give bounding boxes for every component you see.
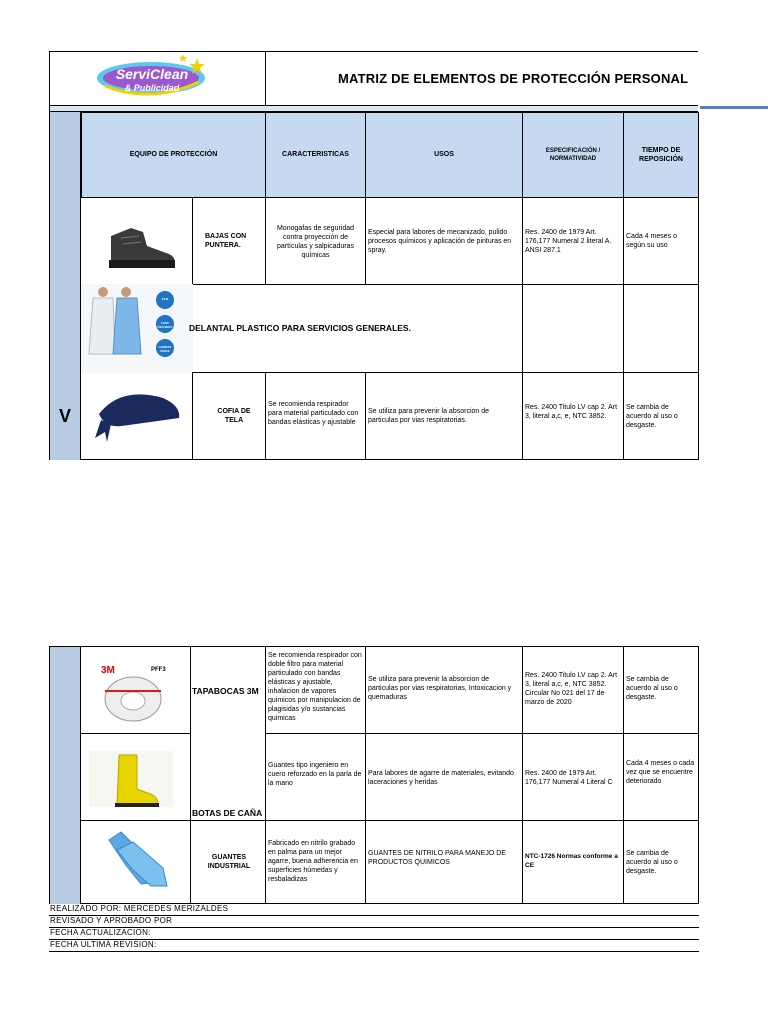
footer-realizado: REALIZADO POR: MERCEDES MERIZALDES — [49, 904, 699, 916]
row-tiempo: Cada 4 meses o según su uso — [623, 197, 699, 285]
row-caracteristicas: Monogafas de seguridad contra proyección de partículas y salpicaduras químicas — [265, 197, 366, 285]
title-cell — [265, 51, 698, 106]
row-usos: Especial para labores de mecanizado, pulido procesos químicos y aplicación de pinturas en spray. — [365, 197, 523, 285]
col-header-tiempo: TIEMPO DE REPOSICIÓN — [623, 112, 699, 198]
footer-revisado: REVISADO Y APROBADO POR — [49, 916, 699, 928]
page-title: MATRIZ DE ELEMENTOS DE PROTECCIÓN PERSONAL — [338, 71, 689, 86]
safety-shoe-icon — [81, 198, 193, 286]
row-usos: Se utiliza para prevenir la absorcion de particulas por vias respiratorias, Intoxicacion y quemaduras — [365, 646, 523, 734]
row-name-cell — [190, 733, 266, 821]
row-usos: Se utiliza para prevenir la absorcion de particulas por vias respiratorias. — [365, 372, 523, 460]
row-image-cell — [81, 372, 193, 460]
row-caracteristicas: Guantes tipo ingeniero en cuero reforzado en la parla de la mano — [265, 733, 366, 821]
side-column-bottom — [49, 646, 81, 904]
row-caracteristicas: Fabricado en nitrilo grabado en palma para un mejor agarre, buena adherencia en superficies húmedas y resbaladizas — [265, 820, 366, 904]
col-header-equipo: EQUIPO DE PROTECCIÓN — [81, 112, 266, 198]
apron-icon — [81, 284, 193, 373]
row-divider — [623, 284, 624, 373]
row-especificacion: Res. 2400 Titulo LV cap 2. Art 3, literal a,c, e, NTC 3852. — [522, 372, 624, 460]
badge-lowest-price: LOWEST PRICE — [158, 345, 172, 353]
model-label: PFF3 — [151, 667, 166, 673]
footer-fecha-ultima-revision: FECHA ULTIMA REVISION: — [49, 940, 699, 952]
side-column — [49, 112, 81, 460]
row-image-cell — [81, 733, 191, 821]
row-divider — [522, 284, 523, 373]
side-letter: V — [58, 405, 71, 426]
row-image-cell — [81, 646, 191, 734]
row-tiempo: Se cambia de acuerdo al uso o desgaste. — [623, 646, 699, 734]
accent-line — [700, 106, 768, 109]
footer — [49, 904, 699, 954]
col-header-especificacion: ESPECIFICACIÓN / NORMATIVIDAD — [522, 112, 624, 198]
row-especificacion: Res. 2400 Titulo LV cap 2. Art 3, literal a,c, e, NTC 3852. Circular No 021 del 17 de marzo de 2020 — [522, 646, 624, 734]
row-especificacion: Res. 2400 de 1979 Art. 176,177 Numeral 4 Literal C — [522, 733, 624, 821]
row-name: GUANTES INDUSTRIAL — [190, 820, 266, 904]
row-caracteristicas: Se recomienda respirador para material particulado con bandas elásticas y ajustable — [265, 372, 366, 460]
row-name: COFIA DE TELA — [192, 372, 266, 460]
row-name: BAJAS CON PUNTERA. — [192, 197, 266, 285]
row-name: BOTAS DE CAÑA — [192, 808, 263, 818]
row-usos: GUANTES DE NITRILO PARA MANEJO DE PRODUCTOS QUIMICOS — [365, 820, 523, 904]
row-usos: Para labores de agarre de materiales, evitando laceraciones y heridas — [365, 733, 523, 821]
col-header-caracteristicas: CARACTERISTICAS — [265, 112, 366, 198]
row-caracteristicas: Se recomienda respirador con doble filtro para material particulado con bandas elásticas y ajustable, inhalacion de vapores quimicos por manipulacion de plagisidas y/o sustancias quimicas — [265, 646, 366, 734]
row-image-cell — [81, 820, 191, 904]
row-name: DELANTAL PLASTICO PARA SERVICIOS GENERALES. — [189, 323, 411, 333]
row-especificacion: NTC-1726 Normas conforme a CE — [522, 820, 624, 904]
row-especificacion: Res. 2400 de 1979 Art. 176,177 Numeral 2 literal A. ANSI 287.1 — [522, 197, 624, 285]
footer-fecha-actualizacion: FECHA ACTUALIZACION: — [49, 928, 699, 940]
row-name: TAPABOCAS 3M — [192, 685, 259, 696]
row-tiempo: Se cambia de acuerdo al uso o desgaste. — [623, 372, 699, 460]
logo-text-bottom: & Publicidad — [124, 83, 180, 93]
logo-text-top: ServiClean — [115, 66, 189, 82]
respirator-icon — [81, 647, 191, 735]
badge-eco: ECO — [161, 297, 169, 301]
col-header-usos: USOS — [365, 112, 523, 198]
brand-3m: 3M — [101, 665, 115, 676]
row-tiempo: Cada 4 meses o cada vez que se encuentre deteriorado — [623, 733, 699, 821]
gloves-icon — [81, 820, 191, 904]
row-image-cell — [81, 284, 193, 373]
row-name-cell — [190, 646, 266, 734]
rubber-boot-icon — [81, 733, 191, 821]
cap-icon — [81, 372, 193, 460]
badge-fast-delivery: FAST DELIVERY — [157, 321, 173, 329]
row-image-cell — [81, 197, 193, 285]
logo — [93, 52, 213, 102]
row-tiempo: Se cambia de acuerdo al uso o desgaste. — [623, 820, 699, 904]
